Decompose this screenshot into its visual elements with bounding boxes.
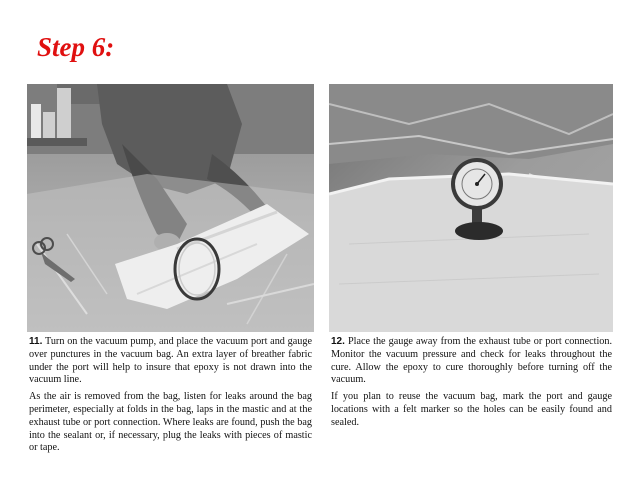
figure-number: 11. [29, 336, 43, 347]
caption-figure-12 [331, 336, 612, 434]
caption-figure-11 [29, 336, 312, 456]
figure-number: 12. [331, 336, 345, 347]
caption-text: As the air is removed from the bag, listen for leaks around the bag perimeter, especially at folds in the bag, laps in the mastic and at the exhaust tube or port connection. Where leaks are found, push the bag into the sealant or, if necessary, plug the leaks with pieces of mastic or tape. [29, 391, 312, 454]
caption-text: Turn on the vacuum pump, and place the vacuum port and gauge over punctures in the vacuum bag. An extra layer of breather fabric under the port will help to insure that epoxy is not drawn into the vacuum line. [29, 336, 312, 386]
photo-vacuum-gauge [329, 84, 613, 332]
caption-text: If you plan to reuse the vacuum bag, mark the port and gauge locations with a felt marker so the holes can be easily found and sealed. [331, 391, 612, 428]
step-title: Step 6: [37, 32, 115, 62]
photo-vacuum-port [27, 84, 314, 332]
caption-paragraph [29, 391, 312, 455]
caption-paragraph [29, 336, 312, 387]
caption-paragraph [331, 336, 612, 387]
caption-text: Place the gauge away from the exhaust tube or port connection. Monitor the vacuum pressure and check for leaks throughout the cure. Allow the epoxy to cure thoroughly before turning off the vacuum. [331, 336, 613, 386]
caption-paragraph [331, 391, 612, 429]
